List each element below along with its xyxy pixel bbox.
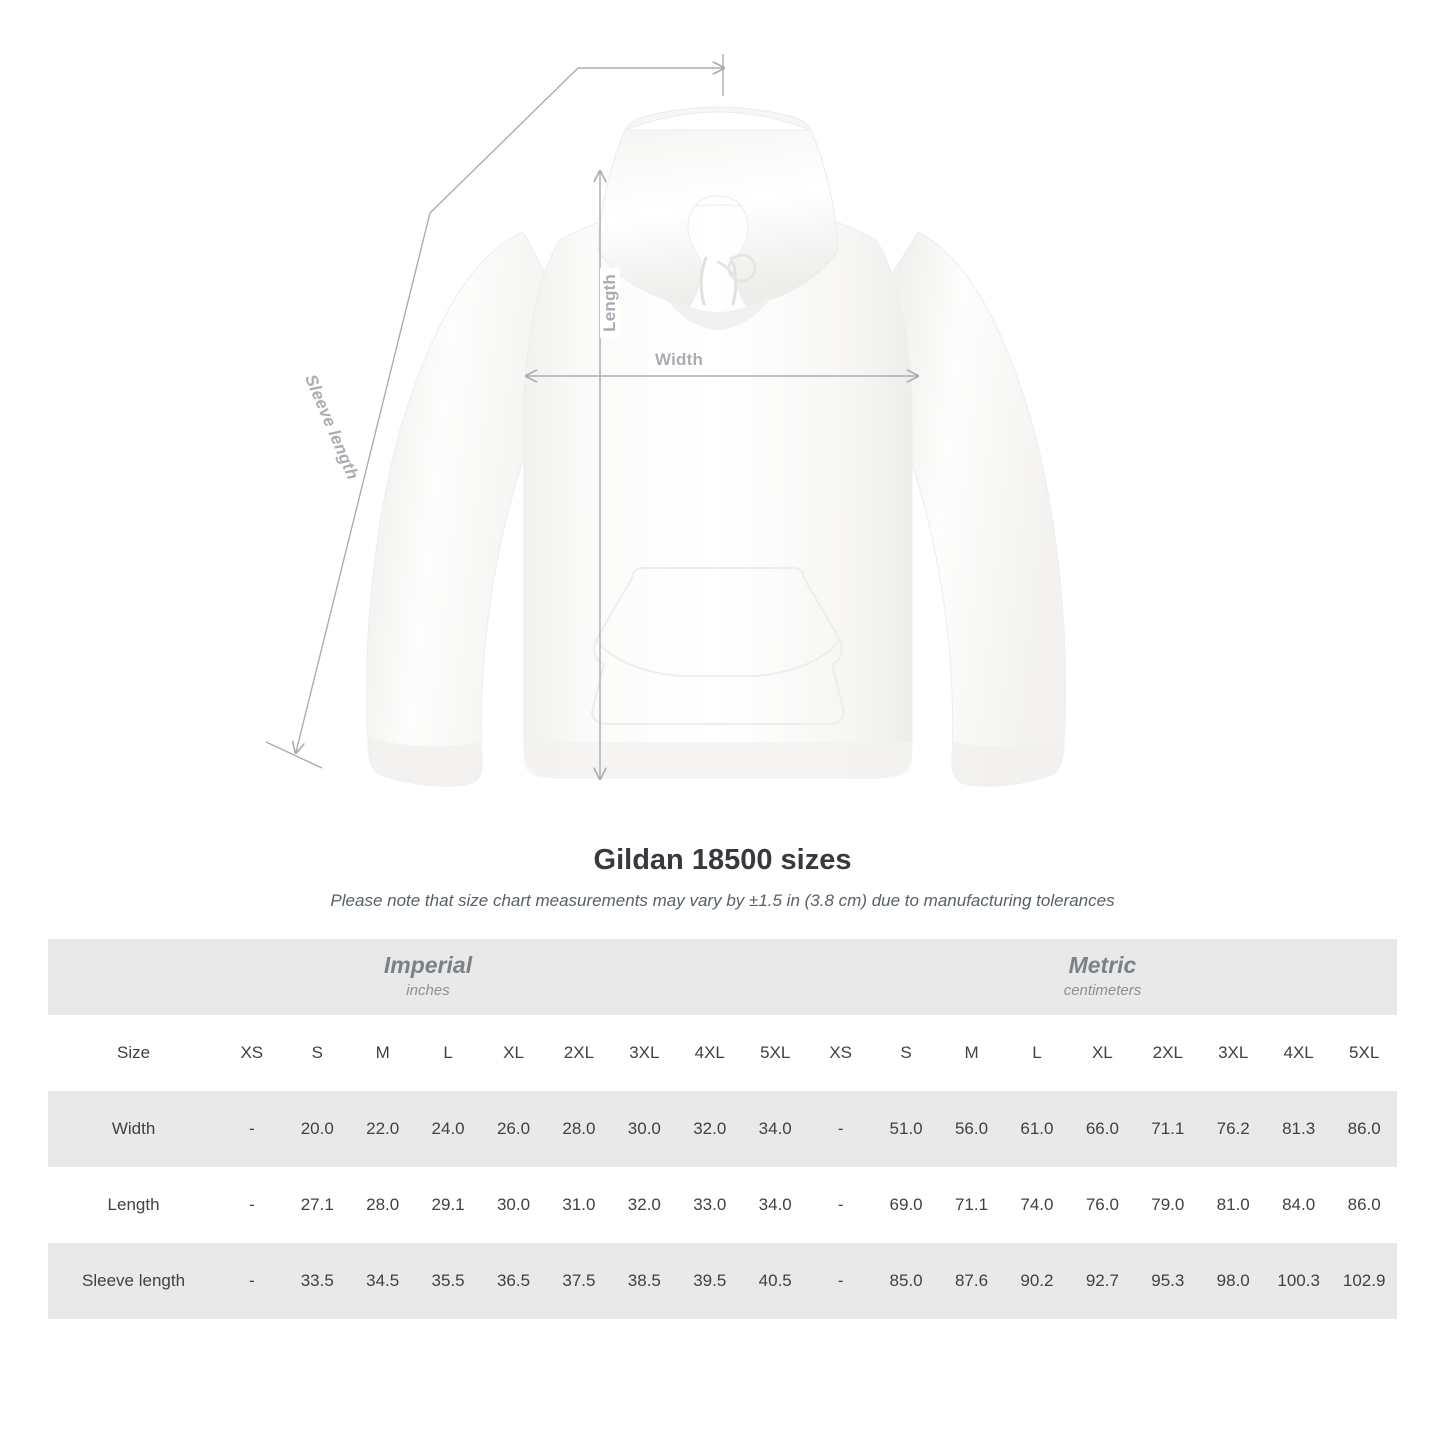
metric-subtitle: centimeters [1063, 982, 1142, 1000]
table-cell: 37.5 [546, 1243, 611, 1319]
table-row [48, 1167, 1397, 1243]
table-cell: 26.0 [481, 1091, 546, 1167]
metric-title: Metric [1068, 952, 1137, 979]
table-cell: 32.0 [612, 1167, 677, 1243]
size-header-cell: Size [48, 1015, 219, 1091]
table-cell: 31.0 [546, 1167, 611, 1243]
table-cell: 95.3 [1135, 1243, 1200, 1319]
table-cell: 85.0 [873, 1243, 938, 1319]
col-header-cell: 4XL [677, 1015, 742, 1091]
table-cell: 34.5 [350, 1243, 415, 1319]
table-cell: - [219, 1167, 284, 1243]
table-cell: 98.0 [1201, 1243, 1266, 1319]
table-cell: 87.6 [939, 1243, 1004, 1319]
col-header-cell: 4XL [1266, 1015, 1331, 1091]
table-cell: 33.0 [677, 1167, 742, 1243]
table-cell: - [808, 1091, 873, 1167]
table-cell: 76.2 [1201, 1091, 1266, 1167]
col-header-cell: M [350, 1015, 415, 1091]
table-cell: 86.0 [1331, 1167, 1397, 1243]
table-cell: 100.3 [1266, 1243, 1331, 1319]
metric-unit-cell [808, 939, 1397, 1015]
size-table [48, 939, 1397, 1319]
table-cell: 38.5 [612, 1243, 677, 1319]
table-cell: 86.0 [1331, 1091, 1397, 1167]
table-cell: 39.5 [677, 1243, 742, 1319]
column-header-row [48, 1015, 1397, 1091]
col-header-cell: XS [808, 1015, 873, 1091]
tolerance-note: Please note that size chart measurements may vary by ±1.5 in (3.8 cm) due to manufacturing tolerances [330, 891, 1115, 910]
col-header-cell: S [873, 1015, 938, 1091]
size-table-wrapper [48, 939, 1397, 1319]
table-cell: 33.5 [285, 1243, 350, 1319]
col-header-cell: XL [1070, 1015, 1135, 1091]
table-cell: 30.0 [612, 1091, 677, 1167]
table-cell: 61.0 [1004, 1091, 1069, 1167]
col-header-cell: L [415, 1015, 480, 1091]
unit-header-row [48, 939, 1397, 1015]
imperial-subtitle: inches [406, 982, 450, 1000]
table-cell: 51.0 [873, 1091, 938, 1167]
table-cell: 40.5 [742, 1243, 807, 1319]
table-cell: - [219, 1243, 284, 1319]
col-header-cell: 3XL [612, 1015, 677, 1091]
row-label-length: Length [48, 1167, 219, 1243]
sleeve-length-dimension-label: Sleeve length [299, 368, 364, 486]
table-cell: - [808, 1243, 873, 1319]
table-cell: 28.0 [350, 1167, 415, 1243]
row-label-width: Width [48, 1091, 219, 1167]
table-cell: 32.0 [677, 1091, 742, 1167]
width-dimension-label: Width [649, 350, 709, 370]
table-cell: 81.3 [1266, 1091, 1331, 1167]
table-cell: 92.7 [1070, 1243, 1135, 1319]
table-cell: 36.5 [481, 1243, 546, 1319]
table-cell: 22.0 [350, 1091, 415, 1167]
col-header-cell: 2XL [1135, 1015, 1200, 1091]
col-header-cell: 5XL [742, 1015, 807, 1091]
col-header-cell: M [939, 1015, 1004, 1091]
col-header-cell: XS [219, 1015, 284, 1091]
title-block [0, 844, 1445, 911]
table-cell: 30.0 [481, 1167, 546, 1243]
table-cell: 34.0 [742, 1091, 807, 1167]
table-cell: 20.0 [285, 1091, 350, 1167]
hoodie-art [367, 107, 1066, 786]
table-row [48, 1091, 1397, 1167]
table-cell: - [219, 1091, 284, 1167]
table-cell: 69.0 [873, 1167, 938, 1243]
col-header-cell: 5XL [1331, 1015, 1397, 1091]
length-dimension-label: Length [600, 268, 620, 338]
table-cell: 79.0 [1135, 1167, 1200, 1243]
table-cell: 56.0 [939, 1091, 1004, 1167]
table-cell: 71.1 [939, 1167, 1004, 1243]
imperial-title: Imperial [383, 952, 473, 979]
table-cell: 84.0 [1266, 1167, 1331, 1243]
col-header-cell: 3XL [1201, 1015, 1266, 1091]
table-cell: 71.1 [1135, 1091, 1200, 1167]
table-cell: 24.0 [415, 1091, 480, 1167]
col-header-cell: 2XL [546, 1015, 611, 1091]
col-header-cell: L [1004, 1015, 1069, 1091]
imperial-unit-cell [48, 939, 808, 1015]
table-cell: 27.1 [285, 1167, 350, 1243]
table-cell: 29.1 [415, 1167, 480, 1243]
table-cell: - [808, 1167, 873, 1243]
table-cell: 76.0 [1070, 1167, 1135, 1243]
col-header-cell: S [285, 1015, 350, 1091]
table-cell: 90.2 [1004, 1243, 1069, 1319]
row-label-sleeve-length: Sleeve length [48, 1243, 219, 1319]
page-title: Gildan 18500 sizes [593, 844, 852, 876]
table-cell: 74.0 [1004, 1167, 1069, 1243]
table-cell: 102.9 [1331, 1243, 1397, 1319]
table-cell: 28.0 [546, 1091, 611, 1167]
table-cell: 35.5 [415, 1243, 480, 1319]
table-row [48, 1243, 1397, 1319]
table-cell: 66.0 [1070, 1091, 1135, 1167]
table-cell: 81.0 [1201, 1167, 1266, 1243]
col-header-cell: XL [481, 1015, 546, 1091]
table-cell: 34.0 [742, 1167, 807, 1243]
